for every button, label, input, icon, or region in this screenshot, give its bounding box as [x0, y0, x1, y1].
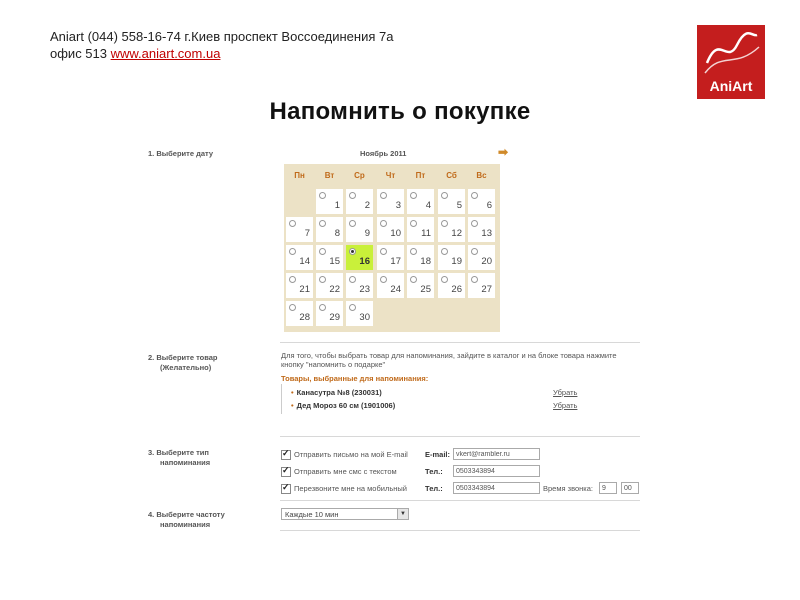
calendar-day[interactable] [468, 273, 495, 298]
calendar-day[interactable] [316, 273, 343, 298]
day-radio[interactable] [471, 248, 478, 255]
step1-label [148, 149, 213, 159]
call-phone-field[interactable] [453, 482, 540, 494]
chevron-down-icon[interactable]: ▼ [397, 509, 408, 519]
day-number: 16 [359, 256, 370, 267]
list-item [291, 401, 395, 410]
calendar-day[interactable] [346, 301, 373, 326]
day-radio[interactable] [441, 220, 448, 227]
list-item [291, 388, 382, 397]
calendar-day[interactable] [377, 189, 404, 214]
remove-link[interactable]: Убрать [553, 388, 578, 397]
weekday-header: Сб [446, 171, 457, 180]
day-number: 19 [451, 256, 462, 267]
call-time-label: Время звонка: [543, 484, 593, 493]
sms-option-label: Отправить мне смс с текстом [294, 467, 397, 476]
day-number: 14 [299, 256, 310, 267]
day-radio[interactable] [289, 304, 296, 311]
step4-label [148, 510, 225, 530]
email-row [281, 448, 641, 462]
sms-phone-field[interactable] [453, 465, 540, 477]
day-radio[interactable] [441, 248, 448, 255]
item-name: Канасутра №8 (230031) [296, 388, 382, 397]
day-number: 23 [359, 284, 370, 295]
calendar-day[interactable] [377, 273, 404, 298]
day-radio[interactable] [471, 220, 478, 227]
calendar-day[interactable] [286, 217, 313, 242]
day-radio[interactable] [471, 276, 478, 283]
contact-line: Aniart (044) 558-16-74 г.Киев проспект Воссоединения 7а [50, 29, 394, 44]
day-radio[interactable] [441, 192, 448, 199]
call-option-label: Перезвоните мне на мобильный [294, 484, 407, 493]
day-radio[interactable] [289, 220, 296, 227]
calendar-day[interactable] [316, 245, 343, 270]
calendar-day[interactable] [316, 189, 343, 214]
calendar-day[interactable] [316, 217, 343, 242]
calendar-day[interactable] [346, 217, 373, 242]
sms-row [281, 465, 641, 479]
calendar-day[interactable] [438, 273, 465, 298]
calendar-day[interactable] [407, 189, 434, 214]
item-name: Дед Мороз 60 см (1901006) [296, 401, 396, 410]
day-number: 7 [304, 228, 310, 239]
email-field-label: E-mail: [425, 450, 451, 459]
day-radio[interactable] [441, 276, 448, 283]
day-radio[interactable] [319, 192, 326, 199]
weekday-header: Вс [476, 171, 487, 180]
day-number: 22 [329, 284, 340, 295]
sms-phone-label: Тел.: [425, 467, 443, 476]
calendar-day[interactable] [346, 245, 373, 270]
sms-checkbox[interactable] [281, 467, 291, 477]
call-checkbox[interactable] [281, 484, 291, 494]
calendar-day[interactable] [468, 217, 495, 242]
calendar-day[interactable] [438, 245, 465, 270]
day-number: 28 [299, 312, 310, 323]
chosen-items-list [281, 384, 632, 414]
day-radio[interactable] [289, 276, 296, 283]
calendar-day[interactable] [407, 217, 434, 242]
step2-sublabel: (Желательно) [160, 363, 212, 372]
weekday-header: Ср [354, 171, 365, 180]
day-number: 30 [359, 312, 370, 323]
day-number: 26 [451, 284, 462, 295]
day-radio[interactable] [349, 248, 356, 255]
frequency-select[interactable] [281, 508, 409, 520]
day-radio[interactable] [289, 248, 296, 255]
calendar-day[interactable] [468, 245, 495, 270]
day-radio[interactable] [319, 248, 326, 255]
day-number: 13 [481, 228, 492, 239]
aniart-logo [697, 25, 765, 99]
day-number: 1 [334, 200, 340, 211]
day-radio[interactable] [349, 304, 356, 311]
call-hour-field[interactable] [599, 482, 617, 494]
step4-sublabel: напоминания [160, 520, 211, 529]
divider [280, 500, 640, 501]
weekday-header: Чт [385, 171, 396, 180]
logo-text: AniArt [709, 78, 753, 94]
page-title: Напомнить о покупке [269, 98, 531, 125]
day-radio[interactable] [380, 220, 387, 227]
day-number: 4 [425, 200, 431, 211]
day-number: 8 [334, 228, 340, 239]
contact-info [50, 28, 393, 62]
calendar-day[interactable] [468, 189, 495, 214]
call-minute-field[interactable] [621, 482, 639, 494]
divider [280, 530, 640, 531]
weekday-header: Пн [294, 171, 305, 180]
day-radio[interactable] [349, 192, 356, 199]
day-number: 18 [420, 256, 431, 267]
email-checkbox[interactable] [281, 450, 291, 460]
calendar-day[interactable] [316, 301, 343, 326]
day-radio[interactable] [349, 220, 356, 227]
calendar-day[interactable] [438, 189, 465, 214]
day-number: 3 [395, 200, 401, 211]
calendar-day[interactable] [286, 301, 313, 326]
calendar-month: Ноябрь 2011 [360, 149, 407, 158]
day-number: 21 [299, 284, 310, 295]
day-number: 2 [364, 200, 370, 211]
weekday-header: Пт [415, 171, 426, 180]
day-radio[interactable] [471, 192, 478, 199]
step2-label-text: 2. Выберите товар [148, 353, 218, 362]
step3-label [148, 448, 210, 468]
remove-link[interactable]: Убрать [553, 401, 578, 410]
office-label: офис 513 [50, 46, 111, 61]
day-number: 17 [390, 256, 401, 267]
calendar-day[interactable] [377, 217, 404, 242]
day-radio[interactable] [380, 248, 387, 255]
frequency-value: Каждые 10 мин [285, 510, 339, 519]
divider [280, 436, 640, 437]
bullet-icon: • [291, 401, 294, 410]
email-field[interactable] [453, 448, 540, 460]
day-radio[interactable] [380, 276, 387, 283]
calendar-day[interactable] [377, 245, 404, 270]
chosen-items-header: Товары, выбранные для напоминания: [281, 374, 429, 383]
day-number: 9 [364, 228, 370, 239]
calendar-day[interactable] [407, 273, 434, 298]
step3-sublabel: напоминания [160, 458, 211, 467]
call-row [281, 482, 651, 496]
day-radio[interactable] [319, 304, 326, 311]
day-number: 12 [451, 228, 462, 239]
step4-label-text: 4. Выберите частоту [148, 510, 225, 519]
day-number: 5 [456, 200, 462, 211]
day-radio[interactable] [410, 248, 417, 255]
day-number: 10 [390, 228, 401, 239]
call-phone-label: Тел.: [425, 484, 443, 493]
calendar-day[interactable] [346, 273, 373, 298]
day-radio[interactable] [410, 220, 417, 227]
day-number: 20 [481, 256, 492, 267]
day-radio[interactable] [380, 192, 387, 199]
day-radio[interactable] [319, 220, 326, 227]
step2-label [148, 353, 218, 373]
day-number: 6 [486, 200, 492, 211]
day-number: 24 [390, 284, 401, 295]
day-radio[interactable] [319, 276, 326, 283]
divider [280, 342, 640, 343]
calendar-day[interactable] [286, 245, 313, 270]
calendar-day[interactable] [346, 189, 373, 214]
day-number: 15 [329, 256, 340, 267]
calendar-day[interactable] [438, 217, 465, 242]
day-number: 11 [421, 228, 431, 239]
day-number: 29 [329, 312, 340, 323]
calendar-day[interactable] [407, 245, 434, 270]
day-radio[interactable] [349, 276, 356, 283]
office-line [50, 45, 393, 62]
day-number: 27 [481, 284, 492, 295]
day-number: 25 [420, 284, 431, 295]
weekday-header: Вт [324, 171, 335, 180]
step2-info: Для того, чтобы выбрать товар для напоминания, зайдите в каталог и на блоке товара нажмите кнопку "напомнить о подарке" [281, 351, 617, 369]
bullet-icon: • [291, 388, 294, 397]
day-radio[interactable] [410, 192, 417, 199]
step3-label-text: 3. Выберите тип [148, 448, 209, 457]
calendar [284, 164, 500, 332]
email-option-label: Отправить письмо на мой E-mail [294, 450, 408, 459]
site-link[interactable]: www.aniart.com.ua [110, 46, 221, 61]
day-radio[interactable] [410, 276, 417, 283]
step1-label-text: 1. Выберите дату [148, 149, 214, 158]
calendar-day[interactable] [286, 273, 313, 298]
arrow-right-icon[interactable]: ➡ [498, 145, 509, 159]
